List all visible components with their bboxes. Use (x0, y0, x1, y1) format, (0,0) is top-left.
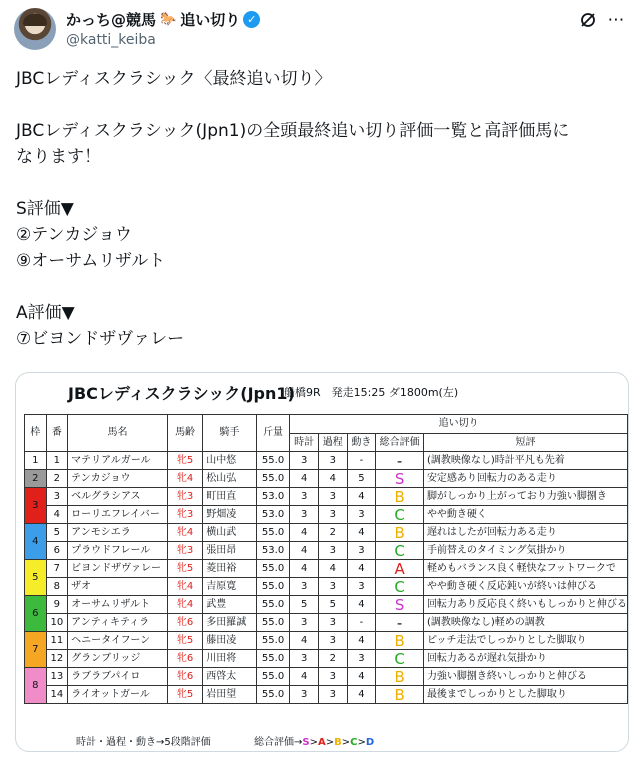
cell-time: 3 (290, 650, 319, 668)
grade-legend-item: A (317, 737, 326, 748)
cell-weight: 55.0 (256, 524, 290, 542)
cell-ban: 3 (46, 488, 68, 506)
cell-waku: 6 (25, 596, 47, 632)
cell-age: 牝3 (167, 506, 202, 524)
cell-ban: 6 (46, 542, 68, 560)
cell-grade: C (376, 650, 424, 668)
oikiri-table (24, 414, 628, 704)
card-subtitle: 船橋9R 発走15:25 ダ1800m(左) (284, 386, 459, 399)
cell-move: 4 (347, 668, 376, 686)
cell-comment: やや動き硬く (423, 506, 627, 524)
cell-process: 3 (318, 488, 347, 506)
cell-move: 3 (347, 542, 376, 560)
cell-weight: 55.0 (256, 632, 290, 650)
table-row (25, 650, 628, 668)
cell-age: 牝6 (167, 614, 202, 632)
cell-process: 5 (318, 596, 347, 614)
cell-weight: 53.0 (256, 488, 290, 506)
cell-horse-name: グランブリッジ (68, 650, 168, 668)
tweet-line: なります！ (16, 147, 101, 167)
cell-grade: B (376, 632, 424, 650)
table-row (25, 524, 628, 542)
tweet-line: A評価▼ (16, 303, 75, 323)
tweet-line: ⑨オーサムリザルト (16, 251, 166, 271)
cell-time: 4 (290, 542, 319, 560)
cell-time: 5 (290, 596, 319, 614)
cell-process: 2 (318, 650, 347, 668)
cell-waku: 1 (25, 452, 47, 470)
cell-age: 牝5 (167, 452, 202, 470)
grade-legend-separator: > (309, 737, 318, 748)
cell-time: 3 (290, 578, 319, 596)
cell-horse-name: ローリエフレイバー (68, 506, 168, 524)
cell-age: 牝4 (167, 596, 202, 614)
cell-waku: 8 (25, 668, 47, 704)
cell-ban: 1 (46, 452, 68, 470)
cell-comment: 回転力あるが遅れ気掛かり (423, 650, 627, 668)
cell-time: 4 (290, 560, 319, 578)
grade-legend-item: D (365, 737, 375, 748)
cell-move: 4 (347, 596, 376, 614)
footer-grade-legend (254, 733, 374, 748)
cell-move: 5 (347, 470, 376, 488)
cell-grade: C (376, 506, 424, 524)
tweet-line: S評価▼ (16, 199, 74, 219)
cell-move: 4 (347, 524, 376, 542)
cell-age: 牝3 (167, 488, 202, 506)
cell-grade: - (376, 452, 424, 470)
cell-comment: 安定感あり回転力のある走り (423, 470, 627, 488)
cell-waku: 4 (25, 524, 47, 560)
cell-comment: 最後までしっかりとした脚取り (423, 686, 627, 704)
cell-jockey: 藤田凌 (203, 632, 257, 650)
cell-jockey: 町田直 (203, 488, 257, 506)
grade-legend-separator: > (341, 737, 351, 748)
cell-weight: 55.0 (256, 596, 290, 614)
cell-ban: 13 (46, 668, 68, 686)
tweet-line (16, 274, 624, 300)
table-row (25, 560, 628, 578)
tweet-line (16, 92, 624, 118)
col-age: 馬齢 (167, 415, 202, 452)
cell-horse-name: マテリアルガール (68, 452, 168, 470)
col-name: 馬名 (68, 415, 168, 452)
cell-grade: - (376, 614, 424, 632)
col-weight: 斤量 (256, 415, 290, 452)
cell-process: 4 (318, 470, 347, 488)
col-waku: 枠 (25, 415, 47, 452)
cell-grade: B (376, 668, 424, 686)
cell-horse-name: プラウドフレール (68, 542, 168, 560)
handle[interactable]: @katti_keiba (66, 32, 156, 48)
tweet-line: ②テンカジョウ (16, 225, 133, 245)
table-row (25, 668, 628, 686)
cell-comment: 軽めもバランス良く軽快なフットワークで (423, 560, 627, 578)
cell-comment: やや動き硬く反応鈍いが終いは伸びる (423, 578, 627, 596)
cell-move: - (347, 614, 376, 632)
cell-jockey: 松山弘 (203, 470, 257, 488)
col-comment: 短評 (423, 434, 627, 452)
col-ban: 番 (46, 415, 68, 452)
cell-waku: 3 (25, 488, 47, 524)
more-icon[interactable]: ⋯ (607, 10, 625, 30)
cell-weight: 55.0 (256, 650, 290, 668)
footer-scale-note: 時計・過程・動き→5段階評価 (76, 737, 211, 748)
table-row (25, 542, 628, 560)
cell-horse-name: アンモシエラ (68, 524, 168, 542)
tweet-line: JBCレディスクラシック(Jpn1)の全頭最終追い切り評価一覧と高評価馬に (16, 121, 570, 141)
cell-jockey: 横山武 (203, 524, 257, 542)
col-move: 動き (347, 434, 376, 452)
cell-weight: 53.0 (256, 542, 290, 560)
cell-grade: C (376, 542, 424, 560)
card-title: JBCレディスクラシック(Jpn1) (68, 384, 295, 403)
cell-ban: 7 (46, 560, 68, 578)
avatar[interactable] (14, 8, 56, 50)
cell-comment: 遅れはしたが回転力ある走り (423, 524, 627, 542)
table-row (25, 596, 628, 614)
cell-ban: 9 (46, 596, 68, 614)
col-jockey: 騎手 (203, 415, 257, 452)
cell-waku: 5 (25, 560, 47, 596)
cell-grade: A (376, 560, 424, 578)
cell-jockey: 岩田望 (203, 686, 257, 704)
grade-legend-item: B (334, 737, 342, 748)
cell-comment: 回転力あり反応良く終いもしっかりと伸びる (423, 596, 627, 614)
cell-jockey: 張田昂 (203, 542, 257, 560)
cell-jockey: 菱田裕 (203, 560, 257, 578)
cell-weight: 55.0 (256, 578, 290, 596)
cell-horse-name: ベルグラシアス (68, 488, 168, 506)
cell-horse-name: ラブラブパイロ (68, 668, 168, 686)
cell-age: 牝4 (167, 524, 202, 542)
cell-ban: 4 (46, 506, 68, 524)
cell-process: 3 (318, 578, 347, 596)
cell-ban: 14 (46, 686, 68, 704)
cell-waku: 7 (25, 632, 47, 668)
cell-move: 4 (347, 560, 376, 578)
cell-move: 3 (347, 650, 376, 668)
cell-weight: 55.0 (256, 686, 290, 704)
cell-time: 3 (290, 614, 319, 632)
cell-time: 4 (290, 668, 319, 686)
cell-ban: 11 (46, 632, 68, 650)
cell-age: 牝5 (167, 560, 202, 578)
cell-jockey: 川田将 (203, 650, 257, 668)
cell-comment: 力強い脚捌き終いしっかりと伸びる (423, 668, 627, 686)
cell-weight: 55.0 (256, 452, 290, 470)
cell-age: 牝5 (167, 632, 202, 650)
cell-comment: 脚がしっかり上がっており力強い脚捌き (423, 488, 627, 506)
cell-process: 3 (318, 452, 347, 470)
cell-comment: (調教映像なし)軽めの調教 (423, 614, 627, 632)
cell-grade: S (376, 596, 424, 614)
table-body (25, 452, 628, 704)
cell-weight: 53.0 (256, 506, 290, 524)
cell-weight: 55.0 (256, 614, 290, 632)
display-name[interactable]: かっち@競馬 (66, 11, 157, 29)
verified-badge-icon[interactable]: ✓ (243, 11, 260, 28)
cell-horse-name: テンカジョウ (68, 470, 168, 488)
cell-process: 3 (318, 668, 347, 686)
cell-grade: B (376, 524, 424, 542)
col-oikiri: 追い切り (290, 415, 628, 434)
cell-time: 4 (290, 524, 319, 542)
cell-process: 3 (318, 614, 347, 632)
cell-process: 3 (318, 686, 347, 704)
col-overall: 総合評価 (376, 434, 424, 452)
cell-jockey: 多田羅誠 (203, 614, 257, 632)
cell-time: 4 (290, 470, 319, 488)
grade-legend-scale (302, 737, 374, 748)
cell-jockey: 西啓太 (203, 668, 257, 686)
cell-time: 4 (290, 632, 319, 650)
tweet-line: ⑦ビヨンドザヴァレー (16, 329, 185, 349)
cell-grade: S (376, 470, 424, 488)
cell-move: 3 (347, 578, 376, 596)
cell-process: 3 (318, 632, 347, 650)
grok-icon[interactable] (578, 10, 598, 30)
cell-time: 3 (290, 488, 319, 506)
col-process: 過程 (318, 434, 347, 452)
cell-move: 4 (347, 686, 376, 704)
cell-waku: 2 (25, 470, 47, 488)
cell-process: 3 (318, 542, 347, 560)
cell-process: 3 (318, 506, 347, 524)
tweet-line (16, 170, 624, 196)
cell-horse-name: ヘニータイフーン (68, 632, 168, 650)
cell-ban: 8 (46, 578, 68, 596)
cell-horse-name: ザオ (68, 578, 168, 596)
grade-legend-separator: > (325, 737, 335, 748)
cell-move: 4 (347, 632, 376, 650)
cell-horse-name: オーサムリザルト (68, 596, 168, 614)
cell-ban: 5 (46, 524, 68, 542)
grade-legend-separator: > (357, 737, 366, 748)
grade-legend-item: S (302, 737, 310, 748)
cell-age: 牝6 (167, 668, 202, 686)
cell-move: 3 (347, 506, 376, 524)
cell-weight: 55.0 (256, 560, 290, 578)
cell-age: 牝4 (167, 470, 202, 488)
table-row (25, 488, 628, 506)
tweet-text (16, 66, 624, 352)
cell-process: 2 (318, 524, 347, 542)
table-row (25, 452, 628, 470)
cell-comment: 手前替えのタイミング気掛かり (423, 542, 627, 560)
table-row (25, 578, 628, 596)
table-row (25, 686, 628, 704)
cell-ban: 10 (46, 614, 68, 632)
cell-age: 牝6 (167, 650, 202, 668)
display-name-suffix[interactable]: 追い切り (180, 11, 241, 29)
cell-weight: 55.0 (256, 470, 290, 488)
display-name-row[interactable] (66, 9, 260, 30)
cell-horse-name: ビヨンドザヴァレー (68, 560, 168, 578)
cell-move: 4 (347, 488, 376, 506)
cell-jockey: 武豊 (203, 596, 257, 614)
cell-grade: B (376, 488, 424, 506)
cell-process: 4 (318, 560, 347, 578)
cell-time: 3 (290, 452, 319, 470)
grade-legend-label: 総合評価→ (254, 737, 303, 748)
table-row (25, 614, 628, 632)
tweet-line: JBCレディスクラシック〈最終追い切り〉 (16, 69, 332, 89)
cell-horse-name: アンティキティラ (68, 614, 168, 632)
cell-jockey: 山中悠 (203, 452, 257, 470)
cell-ban: 12 (46, 650, 68, 668)
table-row (25, 632, 628, 650)
cell-grade: B (376, 686, 424, 704)
cell-comment: (調教映像なし)時計平凡も先着 (423, 452, 627, 470)
cell-age: 牝3 (167, 542, 202, 560)
cell-jockey: 吉原寛 (203, 578, 257, 596)
cell-age: 牝5 (167, 686, 202, 704)
tweet-image-card[interactable] (15, 372, 629, 752)
horse-emoji-icon: 🐎 (160, 12, 177, 27)
grade-legend-item: C (350, 737, 358, 748)
cell-weight: 55.0 (256, 668, 290, 686)
cell-age: 牝4 (167, 578, 202, 596)
table-row (25, 470, 628, 488)
cell-comment: ピッチ走法でしっかりとした脚取り (423, 632, 627, 650)
cell-ban: 2 (46, 470, 68, 488)
cell-jockey: 野畑凌 (203, 506, 257, 524)
col-time: 時計 (290, 434, 319, 452)
table-row (25, 506, 628, 524)
cell-time: 3 (290, 506, 319, 524)
cell-horse-name: ライオットガール (68, 686, 168, 704)
cell-move: - (347, 452, 376, 470)
cell-grade: C (376, 578, 424, 596)
cell-time: 3 (290, 686, 319, 704)
